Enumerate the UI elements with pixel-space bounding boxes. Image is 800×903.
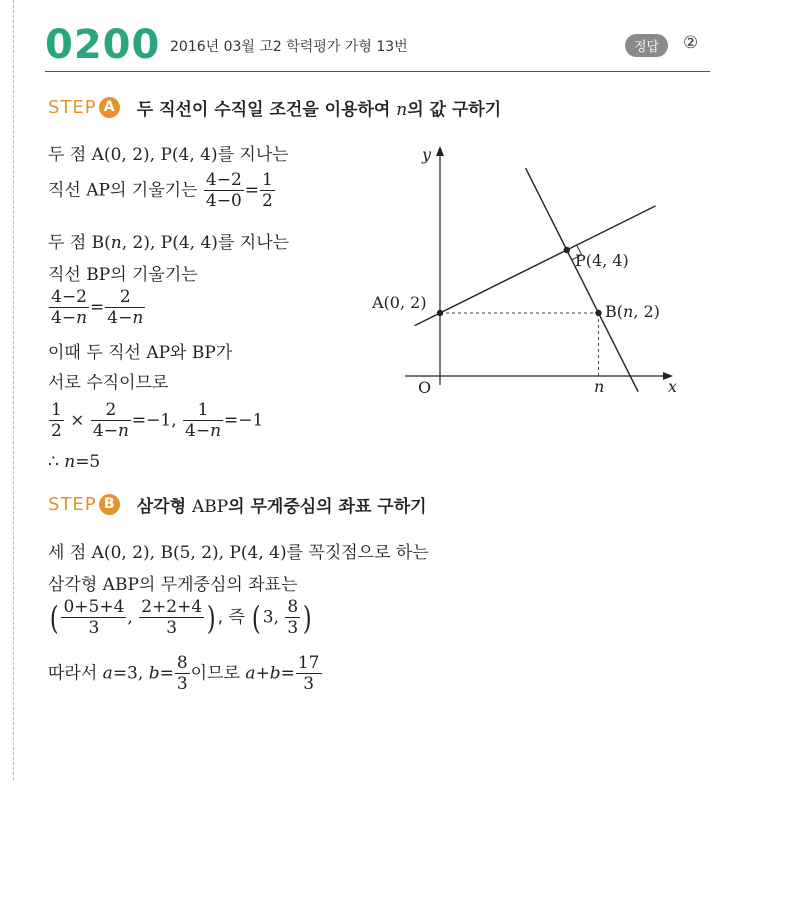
paren: (	[49, 598, 59, 637]
point-p-label: P(4, 4)	[575, 251, 629, 270]
math: ×	[64, 410, 90, 431]
math-var: n	[117, 421, 129, 441]
text: 직선	[48, 265, 87, 285]
step-b-heading	[48, 492, 427, 522]
math: =−1	[224, 410, 264, 431]
step-a-title-post: 의 값 구하기	[407, 100, 502, 120]
step-a-title	[137, 100, 501, 120]
step-b-letter-badge: B	[99, 494, 120, 515]
step-a-letter-badge: A	[99, 97, 120, 118]
fraction	[296, 653, 322, 694]
math: 4−	[51, 308, 77, 328]
paren: )	[303, 598, 312, 637]
denominator: 3	[176, 674, 188, 694]
fraction	[183, 400, 223, 441]
math: AP	[86, 180, 110, 201]
fraction	[175, 653, 190, 694]
point-a-label: A(0, 2)	[372, 293, 427, 312]
math: =	[280, 663, 295, 684]
text: 가	[215, 343, 233, 363]
answer-value: ②	[683, 33, 699, 53]
text: 따라서	[48, 663, 103, 684]
paren: (	[252, 598, 261, 637]
margin-dashed-rule	[13, 0, 14, 780]
point-b-label-b: , 2)	[633, 302, 660, 321]
text: 의 무게중심의 좌표는	[138, 575, 298, 595]
step-b-line-4	[48, 653, 323, 694]
math-var: a	[245, 663, 256, 684]
graph-dynamic	[415, 168, 656, 392]
denominator	[49, 308, 89, 328]
math-var: n	[76, 308, 88, 328]
step-b-line-1	[48, 538, 429, 563]
math: AP	[146, 343, 171, 363]
text: 세 점	[48, 543, 92, 563]
step-a-label: STEP	[48, 97, 97, 118]
numerator: 17	[297, 653, 320, 673]
math-var: n	[64, 452, 76, 472]
text: 의 기울기는	[110, 265, 198, 285]
math: ABP	[102, 575, 139, 595]
denominator	[183, 421, 223, 441]
step-a-line-3	[48, 228, 289, 253]
math: A(0, 2), B(5, 2), P(4, 4)	[91, 543, 287, 563]
denominator	[105, 308, 145, 328]
math-var: n	[210, 421, 222, 441]
math: =	[244, 180, 260, 201]
math: =−1,	[131, 410, 183, 431]
step-b-line-2	[48, 570, 298, 595]
step-a-line-4	[48, 260, 198, 285]
text: 이때 두 직선	[48, 343, 147, 363]
step-a-heading	[48, 95, 501, 125]
math-var: b	[148, 663, 160, 684]
math: A(0, 2), P(4, 4)	[91, 145, 218, 165]
text: 두 점	[48, 233, 92, 253]
step-a-line-6	[48, 338, 232, 363]
step-b-title-latin: ABP	[191, 497, 229, 517]
line-bp	[526, 168, 639, 392]
step-b-label: STEP	[48, 494, 97, 515]
math: BP	[191, 343, 216, 363]
text: 를 꼭짓점으로 하는	[286, 543, 429, 563]
numerator: 1	[262, 170, 273, 190]
step-a-line-5	[48, 287, 146, 328]
numerator: 2	[105, 287, 145, 308]
fraction	[285, 597, 300, 638]
text: 의 기울기는	[109, 180, 203, 201]
step-a-line-1	[48, 140, 289, 165]
point-b-label-n: n	[623, 302, 634, 321]
point-a	[437, 310, 443, 316]
numerator: 1	[183, 400, 223, 421]
math: +	[255, 663, 270, 684]
paren: )	[207, 598, 216, 637]
y-axis-arrow-icon	[436, 146, 444, 156]
fraction	[260, 170, 275, 211]
problem-number: 0200	[45, 22, 161, 68]
denominator: 3	[88, 618, 100, 638]
point-b	[595, 310, 601, 316]
numerator: 4−2	[205, 170, 242, 190]
denominator: 3	[303, 674, 315, 694]
math: 4−	[185, 421, 211, 441]
fraction	[49, 400, 64, 441]
numerator: 2+2+4	[141, 597, 203, 617]
denominator: 4−0	[205, 191, 242, 211]
math-var: n	[132, 308, 144, 328]
text: , 즉	[217, 607, 251, 628]
math: 4−	[107, 308, 133, 328]
step-b-title-pre: 삼각형	[136, 497, 192, 517]
math: =	[90, 297, 105, 318]
math: ,	[127, 607, 139, 628]
numerator: 4−2	[49, 287, 89, 308]
math: =	[159, 663, 174, 684]
math-var: a	[102, 663, 113, 684]
math: =5	[75, 452, 101, 472]
step-a-title-pre: 두 직선이 수직일 조건을 이용하여	[136, 100, 397, 120]
math: 3,	[262, 607, 285, 628]
fraction	[204, 170, 244, 211]
text: 이므로	[190, 663, 246, 684]
numerator: 2	[91, 400, 131, 421]
text: 를 지나는	[217, 233, 290, 253]
therefore-symbol: ∴	[48, 452, 65, 472]
math: , 2), P(4, 4)	[121, 233, 218, 253]
denominator: 2	[51, 421, 62, 441]
point-b-label	[605, 302, 660, 321]
fraction	[105, 287, 145, 328]
text: 직선	[48, 180, 87, 201]
step-a-line-2	[48, 170, 276, 211]
step-a-line-7: 서로 수직이므로	[48, 373, 169, 393]
answer-badge: 정답	[625, 34, 668, 57]
origin-label: O	[418, 378, 432, 397]
math: B(	[91, 233, 111, 253]
numerator: 1	[51, 400, 62, 420]
x-axis-label: x	[668, 377, 678, 396]
denominator: 2	[262, 191, 273, 211]
fraction	[139, 597, 204, 638]
fraction	[61, 597, 126, 638]
point-p	[564, 247, 570, 253]
math-var: b	[269, 663, 281, 684]
y-axis-label: y	[422, 145, 432, 164]
numerator: 0+5+4	[63, 597, 125, 617]
step-a-title-var: n	[396, 100, 408, 120]
text: 와	[170, 343, 192, 363]
step-b-title	[137, 497, 427, 517]
math: BP	[86, 265, 111, 285]
fraction	[49, 287, 89, 328]
denominator: 3	[287, 618, 299, 638]
numerator: 8	[287, 597, 299, 617]
step-b-line-3	[48, 597, 314, 638]
denominator	[91, 421, 131, 441]
header-divider	[45, 71, 710, 72]
math: 4−	[92, 421, 118, 441]
text: 삼각형	[48, 575, 103, 595]
math-var: n	[110, 233, 122, 253]
step-a-line-9	[48, 452, 100, 472]
problem-source: 2016년 03월 고2 학력평가 가형 13번	[170, 39, 408, 55]
problem-header	[45, 22, 710, 72]
text: 를 지나는	[217, 145, 289, 165]
text: 두 점	[48, 145, 92, 165]
step-b-title-post: 의 무게중심의 좌표 구하기	[228, 497, 427, 517]
fraction	[91, 400, 131, 441]
point-b-label-a: B(	[605, 302, 623, 321]
numerator: 8	[176, 653, 188, 673]
math: =3,	[112, 663, 149, 684]
coordinate-graph	[360, 140, 690, 410]
tick-n-label: n	[594, 377, 605, 396]
step-a-line-8	[48, 400, 263, 441]
denominator: 3	[166, 618, 178, 638]
